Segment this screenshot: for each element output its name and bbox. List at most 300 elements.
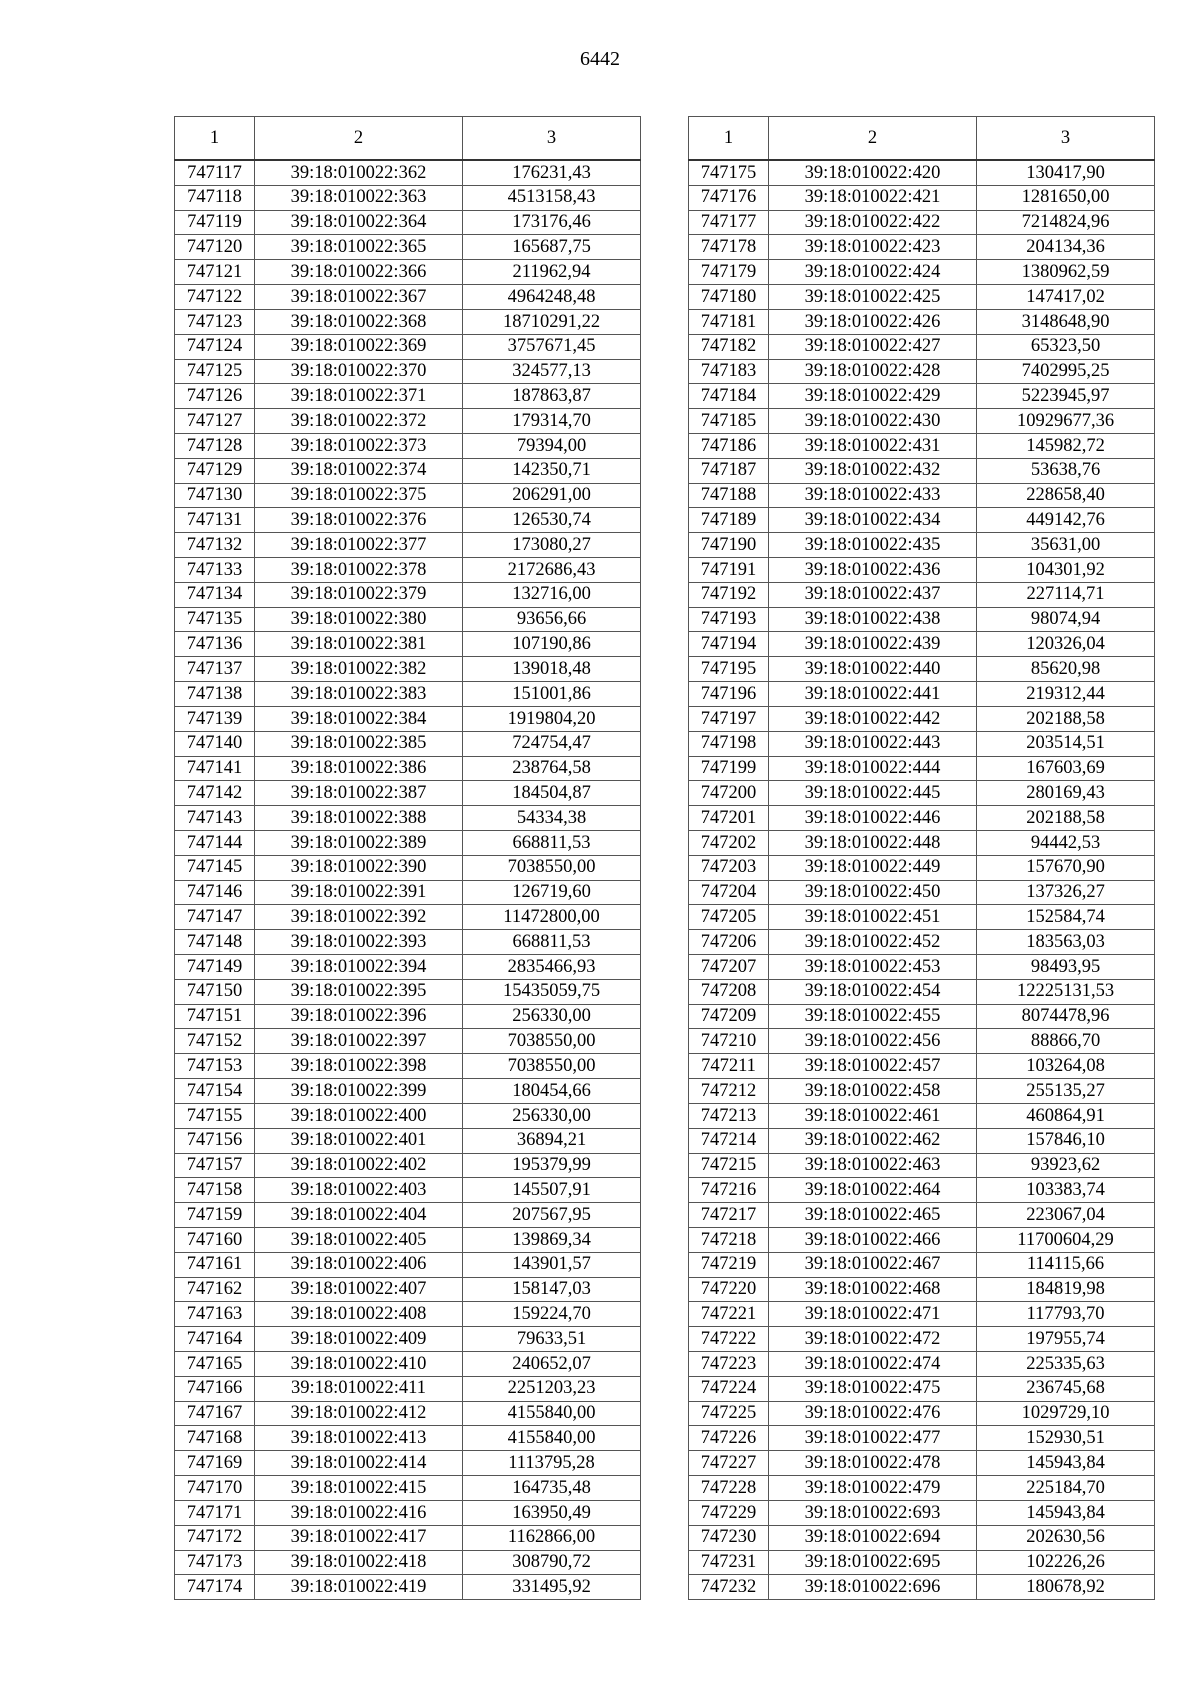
value-cell: 145507,91 [463, 1178, 641, 1203]
value-cell: 255135,27 [977, 1079, 1155, 1104]
cadastral-number-cell: 39:18:010022:421 [769, 185, 977, 210]
row-number-cell: 747138 [175, 682, 255, 707]
value-cell: 143901,57 [463, 1252, 641, 1277]
table-row [175, 558, 641, 583]
table-row [689, 1178, 1155, 1203]
table-row [689, 880, 1155, 905]
row-number-cell: 747192 [689, 582, 769, 607]
cadastral-number-cell: 39:18:010022:366 [255, 260, 463, 285]
value-cell: 164735,48 [463, 1476, 641, 1501]
row-number-cell: 747147 [175, 905, 255, 930]
cadastral-number-cell: 39:18:010022:385 [255, 731, 463, 756]
table-row [689, 260, 1155, 285]
value-cell: 145982,72 [977, 433, 1155, 458]
table-row [689, 855, 1155, 880]
row-number-cell: 747178 [689, 235, 769, 260]
cadastral-number-cell: 39:18:010022:397 [255, 1029, 463, 1054]
row-number-cell: 747226 [689, 1426, 769, 1451]
cadastral-number-cell: 39:18:010022:364 [255, 210, 463, 235]
value-cell: 225335,63 [977, 1352, 1155, 1377]
table-row [175, 359, 641, 384]
cadastral-number-cell: 39:18:010022:474 [769, 1352, 977, 1377]
table-row [175, 508, 641, 533]
table-row [689, 756, 1155, 781]
cadastral-number-cell: 39:18:010022:362 [255, 160, 463, 185]
row-number-cell: 747125 [175, 359, 255, 384]
row-number-cell: 747201 [689, 806, 769, 831]
cadastral-number-cell: 39:18:010022:422 [769, 210, 977, 235]
row-number-cell: 747166 [175, 1376, 255, 1401]
value-cell: 180454,66 [463, 1079, 641, 1104]
row-number-cell: 747120 [175, 235, 255, 260]
table-row [175, 1203, 641, 1228]
cadastral-number-cell: 39:18:010022:427 [769, 334, 977, 359]
row-number-cell: 747218 [689, 1227, 769, 1252]
cadastral-number-cell: 39:18:010022:410 [255, 1352, 463, 1377]
cadastral-number-cell: 39:18:010022:389 [255, 830, 463, 855]
cadastral-number-cell: 39:18:010022:433 [769, 483, 977, 508]
value-cell: 152584,74 [977, 905, 1155, 930]
value-cell: 7038550,00 [463, 855, 641, 880]
table-row [689, 185, 1155, 210]
cadastral-number-cell: 39:18:010022:466 [769, 1227, 977, 1252]
value-cell: 36894,21 [463, 1128, 641, 1153]
value-cell: 197955,74 [977, 1327, 1155, 1352]
cadastral-number-cell: 39:18:010022:419 [255, 1575, 463, 1600]
value-cell: 668811,53 [463, 830, 641, 855]
value-cell: 204134,36 [977, 235, 1155, 260]
table-row [175, 905, 641, 930]
value-cell: 147417,02 [977, 285, 1155, 310]
table-row [689, 1500, 1155, 1525]
row-number-cell: 747205 [689, 905, 769, 930]
row-number-cell: 747123 [175, 309, 255, 334]
table-row [689, 1352, 1155, 1377]
cadastral-number-cell: 39:18:010022:463 [769, 1153, 977, 1178]
row-number-cell: 747126 [175, 384, 255, 409]
header-row [689, 117, 1155, 161]
table-row [689, 458, 1155, 483]
cadastral-number-cell: 39:18:010022:435 [769, 533, 977, 558]
cadastral-number-cell: 39:18:010022:475 [769, 1376, 977, 1401]
value-cell: 173080,27 [463, 533, 641, 558]
cadastral-number-cell: 39:18:010022:392 [255, 905, 463, 930]
row-number-cell: 747136 [175, 632, 255, 657]
cadastral-number-cell: 39:18:010022:425 [769, 285, 977, 310]
table-row [175, 433, 641, 458]
value-cell: 79394,00 [463, 433, 641, 458]
row-number-cell: 747182 [689, 334, 769, 359]
value-cell: 668811,53 [463, 930, 641, 955]
row-number-cell: 747222 [689, 1327, 769, 1352]
value-cell: 7038550,00 [463, 1029, 641, 1054]
table-row [175, 210, 641, 235]
table-row [689, 309, 1155, 334]
row-number-cell: 747167 [175, 1401, 255, 1426]
row-number-cell: 747171 [175, 1500, 255, 1525]
value-cell: 132716,00 [463, 582, 641, 607]
value-cell: 157846,10 [977, 1128, 1155, 1153]
row-number-cell: 747170 [175, 1476, 255, 1501]
row-number-cell: 747198 [689, 731, 769, 756]
cadastral-number-cell: 39:18:010022:443 [769, 731, 977, 756]
row-number-cell: 747223 [689, 1352, 769, 1377]
row-number-cell: 747122 [175, 285, 255, 310]
row-number-cell: 747190 [689, 533, 769, 558]
value-cell: 449142,76 [977, 508, 1155, 533]
cadastral-number-cell: 39:18:010022:409 [255, 1327, 463, 1352]
cadastral-number-cell: 39:18:010022:374 [255, 458, 463, 483]
cadastral-number-cell: 39:18:010022:440 [769, 657, 977, 682]
value-cell: 12225131,53 [977, 979, 1155, 1004]
table-row [689, 632, 1155, 657]
table-row [175, 260, 641, 285]
value-cell: 724754,47 [463, 731, 641, 756]
table-row [175, 607, 641, 632]
table-row [689, 1128, 1155, 1153]
value-cell: 7038550,00 [463, 1054, 641, 1079]
table-row [175, 1352, 641, 1377]
table-row [175, 830, 641, 855]
row-number-cell: 747202 [689, 830, 769, 855]
value-cell: 120326,04 [977, 632, 1155, 657]
cadastral-number-cell: 39:18:010022:468 [769, 1277, 977, 1302]
cadastral-number-cell: 39:18:010022:479 [769, 1476, 977, 1501]
value-cell: 8074478,96 [977, 1004, 1155, 1029]
value-cell: 79633,51 [463, 1327, 641, 1352]
row-number-cell: 747184 [689, 384, 769, 409]
cadastral-number-cell: 39:18:010022:476 [769, 1401, 977, 1426]
row-number-cell: 747179 [689, 260, 769, 285]
row-number-cell: 747173 [175, 1550, 255, 1575]
value-cell: 167603,69 [977, 756, 1155, 781]
value-cell: 256330,00 [463, 1103, 641, 1128]
table-row [175, 955, 641, 980]
row-number-cell: 747158 [175, 1178, 255, 1203]
cadastral-number-cell: 39:18:010022:417 [255, 1525, 463, 1550]
value-cell: 202188,58 [977, 806, 1155, 831]
cadastral-number-cell: 39:18:010022:455 [769, 1004, 977, 1029]
table-row [689, 781, 1155, 806]
table-row [689, 1525, 1155, 1550]
cadastral-number-cell: 39:18:010022:453 [769, 955, 977, 980]
row-number-cell: 747227 [689, 1451, 769, 1476]
table-row [175, 632, 641, 657]
value-cell: 152930,51 [977, 1426, 1155, 1451]
table-row [689, 1029, 1155, 1054]
row-number-cell: 747129 [175, 458, 255, 483]
value-cell: 130417,90 [977, 160, 1155, 185]
value-cell: 236745,68 [977, 1376, 1155, 1401]
value-cell: 3148648,90 [977, 309, 1155, 334]
left-data-table [174, 116, 641, 1600]
value-cell: 7402995,25 [977, 359, 1155, 384]
value-cell: 1281650,00 [977, 185, 1155, 210]
table-row [689, 334, 1155, 359]
table-row [175, 1451, 641, 1476]
table-row [175, 1178, 641, 1203]
table-row [175, 458, 641, 483]
value-cell: 11700604,29 [977, 1227, 1155, 1252]
table-row [689, 558, 1155, 583]
row-number-cell: 747159 [175, 1203, 255, 1228]
value-cell: 93923,62 [977, 1153, 1155, 1178]
table-row [175, 855, 641, 880]
row-number-cell: 747160 [175, 1227, 255, 1252]
row-number-cell: 747127 [175, 409, 255, 434]
value-cell: 225184,70 [977, 1476, 1155, 1501]
cadastral-number-cell: 39:18:010022:430 [769, 409, 977, 434]
table-row [689, 1550, 1155, 1575]
table-row [175, 1128, 641, 1153]
table-row [175, 185, 641, 210]
cadastral-number-cell: 39:18:010022:424 [769, 260, 977, 285]
table-row [689, 384, 1155, 409]
table-row [689, 433, 1155, 458]
row-number-cell: 747133 [175, 558, 255, 583]
row-number-cell: 747162 [175, 1277, 255, 1302]
cadastral-number-cell: 39:18:010022:420 [769, 160, 977, 185]
row-number-cell: 747144 [175, 830, 255, 855]
table-row [175, 1252, 641, 1277]
table-row [689, 930, 1155, 955]
row-number-cell: 747140 [175, 731, 255, 756]
table-row [175, 880, 641, 905]
row-number-cell: 747200 [689, 781, 769, 806]
value-cell: 98074,94 [977, 607, 1155, 632]
row-number-cell: 747209 [689, 1004, 769, 1029]
row-number-cell: 747134 [175, 582, 255, 607]
value-cell: 238764,58 [463, 756, 641, 781]
table-row [175, 1327, 641, 1352]
value-cell: 4964248,48 [463, 285, 641, 310]
row-number-cell: 747210 [689, 1029, 769, 1054]
value-cell: 88866,70 [977, 1029, 1155, 1054]
cadastral-number-cell: 39:18:010022:388 [255, 806, 463, 831]
table-row [689, 1327, 1155, 1352]
row-number-cell: 747206 [689, 930, 769, 955]
table-row [175, 1079, 641, 1104]
table-row [175, 806, 641, 831]
row-number-cell: 747199 [689, 756, 769, 781]
row-number-cell: 747143 [175, 806, 255, 831]
cadastral-number-cell: 39:18:010022:381 [255, 632, 463, 657]
row-number-cell: 747197 [689, 706, 769, 731]
value-cell: 1113795,28 [463, 1451, 641, 1476]
row-number-cell: 747194 [689, 632, 769, 657]
cadastral-number-cell: 39:18:010022:693 [769, 1500, 977, 1525]
cadastral-number-cell: 39:18:010022:370 [255, 359, 463, 384]
cadastral-number-cell: 39:18:010022:377 [255, 533, 463, 558]
row-number-cell: 747213 [689, 1103, 769, 1128]
row-number-cell: 747214 [689, 1128, 769, 1153]
cadastral-number-cell: 39:18:010022:461 [769, 1103, 977, 1128]
cadastral-number-cell: 39:18:010022:378 [255, 558, 463, 583]
table-row [689, 483, 1155, 508]
row-number-cell: 747148 [175, 930, 255, 955]
cadastral-number-cell: 39:18:010022:411 [255, 1376, 463, 1401]
row-number-cell: 747152 [175, 1029, 255, 1054]
value-cell: 3757671,45 [463, 334, 641, 359]
cadastral-number-cell: 39:18:010022:402 [255, 1153, 463, 1178]
row-number-cell: 747231 [689, 1550, 769, 1575]
cadastral-number-cell: 39:18:010022:694 [769, 1525, 977, 1550]
row-number-cell: 747216 [689, 1178, 769, 1203]
value-cell: 103264,08 [977, 1054, 1155, 1079]
table-row [689, 1401, 1155, 1426]
value-cell: 145943,84 [977, 1500, 1155, 1525]
row-number-cell: 747208 [689, 979, 769, 1004]
value-cell: 179314,70 [463, 409, 641, 434]
table-row [689, 1575, 1155, 1600]
cadastral-number-cell: 39:18:010022:456 [769, 1029, 977, 1054]
column-header-2: 2 [255, 117, 463, 161]
cadastral-number-cell: 39:18:010022:450 [769, 880, 977, 905]
value-cell: 98493,95 [977, 955, 1155, 980]
cadastral-number-cell: 39:18:010022:404 [255, 1203, 463, 1228]
value-cell: 4155840,00 [463, 1401, 641, 1426]
row-number-cell: 747155 [175, 1103, 255, 1128]
cadastral-number-cell: 39:18:010022:448 [769, 830, 977, 855]
cadastral-number-cell: 39:18:010022:407 [255, 1277, 463, 1302]
table-row [175, 1004, 641, 1029]
cadastral-number-cell: 39:18:010022:446 [769, 806, 977, 831]
table-row [689, 1153, 1155, 1178]
value-cell: 223067,04 [977, 1203, 1155, 1228]
table-row [689, 955, 1155, 980]
row-number-cell: 747121 [175, 260, 255, 285]
cadastral-number-cell: 39:18:010022:367 [255, 285, 463, 310]
cadastral-number-cell: 39:18:010022:428 [769, 359, 977, 384]
value-cell: 142350,71 [463, 458, 641, 483]
value-cell: 219312,44 [977, 682, 1155, 707]
cadastral-number-cell: 39:18:010022:457 [769, 1054, 977, 1079]
row-number-cell: 747163 [175, 1302, 255, 1327]
cadastral-number-cell: 39:18:010022:396 [255, 1004, 463, 1029]
value-cell: 15435059,75 [463, 979, 641, 1004]
value-cell: 184504,87 [463, 781, 641, 806]
cadastral-number-cell: 39:18:010022:390 [255, 855, 463, 880]
cadastral-number-cell: 39:18:010022:382 [255, 657, 463, 682]
value-cell: 139869,34 [463, 1227, 641, 1252]
row-number-cell: 747204 [689, 880, 769, 905]
row-number-cell: 747232 [689, 1575, 769, 1600]
row-number-cell: 747191 [689, 558, 769, 583]
cadastral-number-cell: 39:18:010022:379 [255, 582, 463, 607]
cadastral-number-cell: 39:18:010022:472 [769, 1327, 977, 1352]
cadastral-number-cell: 39:18:010022:431 [769, 433, 977, 458]
cadastral-number-cell: 39:18:010022:477 [769, 1426, 977, 1451]
row-number-cell: 747230 [689, 1525, 769, 1550]
table-row [175, 1302, 641, 1327]
cadastral-number-cell: 39:18:010022:467 [769, 1252, 977, 1277]
cadastral-number-cell: 39:18:010022:400 [255, 1103, 463, 1128]
table-row [175, 731, 641, 756]
row-number-cell: 747188 [689, 483, 769, 508]
table-row [689, 359, 1155, 384]
value-cell: 176231,43 [463, 160, 641, 185]
row-number-cell: 747157 [175, 1153, 255, 1178]
value-cell: 11472800,00 [463, 905, 641, 930]
table-row [175, 235, 641, 260]
table-row [689, 607, 1155, 632]
cadastral-number-cell: 39:18:010022:401 [255, 1128, 463, 1153]
cadastral-number-cell: 39:18:010022:452 [769, 930, 977, 955]
row-number-cell: 747131 [175, 508, 255, 533]
table-row [175, 682, 641, 707]
table-row [175, 1426, 641, 1451]
value-cell: 1029729,10 [977, 1401, 1155, 1426]
table-row [175, 979, 641, 1004]
row-number-cell: 747124 [175, 334, 255, 359]
value-cell: 53638,76 [977, 458, 1155, 483]
table-row [689, 706, 1155, 731]
row-number-cell: 747164 [175, 1327, 255, 1352]
row-number-cell: 747172 [175, 1525, 255, 1550]
row-number-cell: 747211 [689, 1054, 769, 1079]
table-row [689, 1079, 1155, 1104]
table-row [689, 1054, 1155, 1079]
value-cell: 158147,03 [463, 1277, 641, 1302]
table-row [689, 979, 1155, 1004]
cadastral-number-cell: 39:18:010022:405 [255, 1227, 463, 1252]
row-number-cell: 747187 [689, 458, 769, 483]
value-cell: 240652,07 [463, 1352, 641, 1377]
header-row [175, 117, 641, 161]
row-number-cell: 747142 [175, 781, 255, 806]
right-table-body [689, 160, 1155, 1600]
row-number-cell: 747229 [689, 1500, 769, 1525]
cadastral-number-cell: 39:18:010022:363 [255, 185, 463, 210]
row-number-cell: 747219 [689, 1252, 769, 1277]
value-cell: 180678,92 [977, 1575, 1155, 1600]
value-cell: 117793,70 [977, 1302, 1155, 1327]
cadastral-number-cell: 39:18:010022:462 [769, 1128, 977, 1153]
table-row [689, 533, 1155, 558]
value-cell: 2172686,43 [463, 558, 641, 583]
cadastral-number-cell: 39:18:010022:391 [255, 880, 463, 905]
table-row [175, 930, 641, 955]
cadastral-number-cell: 39:18:010022:441 [769, 682, 977, 707]
row-number-cell: 747221 [689, 1302, 769, 1327]
cadastral-number-cell: 39:18:010022:696 [769, 1575, 977, 1600]
table-row [175, 1153, 641, 1178]
row-number-cell: 747224 [689, 1376, 769, 1401]
cadastral-number-cell: 39:18:010022:465 [769, 1203, 977, 1228]
cadastral-number-cell: 39:18:010022:415 [255, 1476, 463, 1501]
value-cell: 187863,87 [463, 384, 641, 409]
table-row [689, 657, 1155, 682]
row-number-cell: 747135 [175, 607, 255, 632]
cadastral-number-cell: 39:18:010022:386 [255, 756, 463, 781]
value-cell: 94442,53 [977, 830, 1155, 855]
row-number-cell: 747228 [689, 1476, 769, 1501]
value-cell: 145943,84 [977, 1451, 1155, 1476]
column-header-3: 3 [977, 117, 1155, 161]
cadastral-number-cell: 39:18:010022:376 [255, 508, 463, 533]
row-number-cell: 747177 [689, 210, 769, 235]
row-number-cell: 747130 [175, 483, 255, 508]
row-number-cell: 747141 [175, 756, 255, 781]
cadastral-number-cell: 39:18:010022:439 [769, 632, 977, 657]
cadastral-number-cell: 39:18:010022:454 [769, 979, 977, 1004]
table-row [689, 830, 1155, 855]
row-number-cell: 747180 [689, 285, 769, 310]
table-row [689, 508, 1155, 533]
table-row [175, 1550, 641, 1575]
table-row [689, 905, 1155, 930]
cadastral-number-cell: 39:18:010022:408 [255, 1302, 463, 1327]
